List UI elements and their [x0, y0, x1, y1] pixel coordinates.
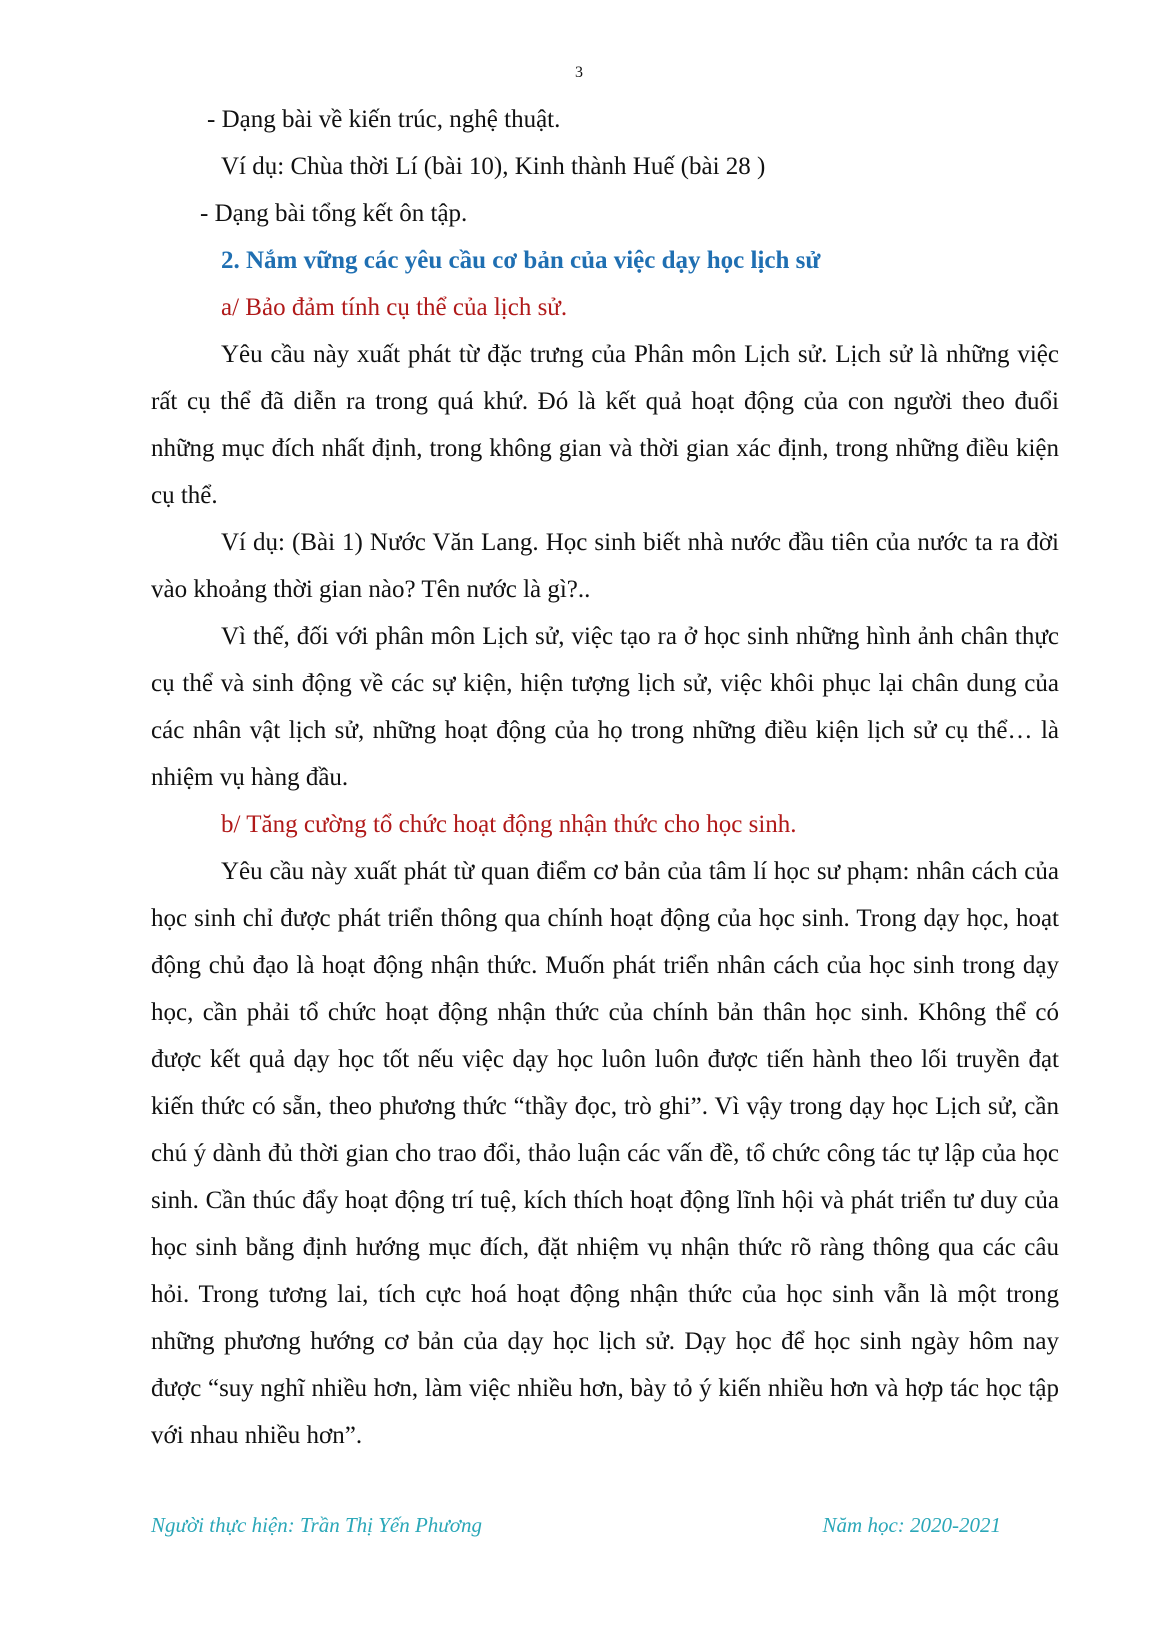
subheading-a: a/ Bảo đảm tính cụ thể của lịch sử.	[221, 294, 568, 321]
paragraph-b1: Yêu cầu này xuất phát từ quan điểm cơ bản của tâm lí học sư phạm: nhân cách của học sinh chỉ được phát triển thông qua chính hoạt động của học sinh. Trong dạy học, hoạt động chủ đạo là hoạt động nhận thức. Muốn phát triển nhân cách của học sinh trong dạy học, cần phải tổ chức hoạt động nhận thức của chính bản thân học sinh. Không thể có được kết quả dạy học tốt nếu việc dạy học luôn luôn được tiến hành theo lối truyền đạt kiến thức có sẵn, theo phương thức “thầy đọc, trò ghi”. Vì vậy trong dạy học Lịch sử, cần chú ý dành đủ thời gian cho trao đổi, thảo luận các vấn đề, tổ chức công tác tự lập của học sinh. Cần thúc đẩy hoạt động trí tuệ, kích thích hoạt động lĩnh hội và phát triển tư duy của học sinh bằng định hướng mục đích, đặt nhiệm vụ nhận thức rõ ràng thông qua các câu hỏi. Trong tương lai, tích cực hoá hoạt động nhận thức của học sinh vẫn là một trong những phương hướng cơ bản của dạy học lịch sử. Dạy học để học sinh ngày hôm nay được “suy nghĩ nhiều hơn, làm việc nhiều hơn, bày tỏ ý kiến nhiều hơn và hợp tác học tập với nhau nhiều hơn”.	[151, 858, 1059, 1449]
footer-author: Người thực hiện: Trần Thị Yến Phương	[151, 1513, 482, 1537]
paragraph-a1: Yêu cầu này xuất phát từ đặc trưng của Phân môn Lịch sử. Lịch sử là những việc rất cụ thể đã diễn ra trong quá khứ. Đó là kết quả hoạt động của con người theo đuổi những mục đích nhất định, trong không gian và thời gian xác định, trong những điều kiện cụ thể.	[151, 341, 1059, 509]
section-heading-2: 2. Nắm vững các yêu cầu cơ bản của việc dạy học lịch sử	[221, 247, 821, 274]
bullet-review: - Dạng bài tổng kết ôn tập.	[200, 200, 468, 227]
document-body	[151, 96, 1059, 1459]
paragraph-a2: Ví dụ: (Bài 1) Nước Văn Lang. Học sinh biết nhà nước đầu tiên của nước ta ra đời vào khoảng thời gian nào? Tên nước là gì?..	[151, 529, 1059, 603]
bullet-architecture-art: - Dạng bài về kiến trúc, nghệ thuật.	[207, 106, 561, 133]
subheading-b: b/ Tăng cường tổ chức hoạt động nhận thức cho học sinh.	[221, 811, 797, 838]
example-line: Ví dụ: Chùa thời Lí (bài 10), Kinh thành Huế (bài 28 )	[221, 153, 766, 180]
paragraph-a3: Vì thế, đối với phân môn Lịch sử, việc tạo ra ở học sinh những hình ảnh chân thực cụ thể và sinh động về các sự kiện, hiện tượng lịch sử, việc khôi phục lại chân dung của các nhân vật lịch sử, những hoạt động của họ trong những điều kiện lịch sử cụ thể… là nhiệm vụ hàng đầu.	[151, 623, 1059, 791]
footer-school-year: Năm học: 2020-2021	[822, 1513, 1001, 1537]
page-number: 3	[575, 64, 583, 81]
